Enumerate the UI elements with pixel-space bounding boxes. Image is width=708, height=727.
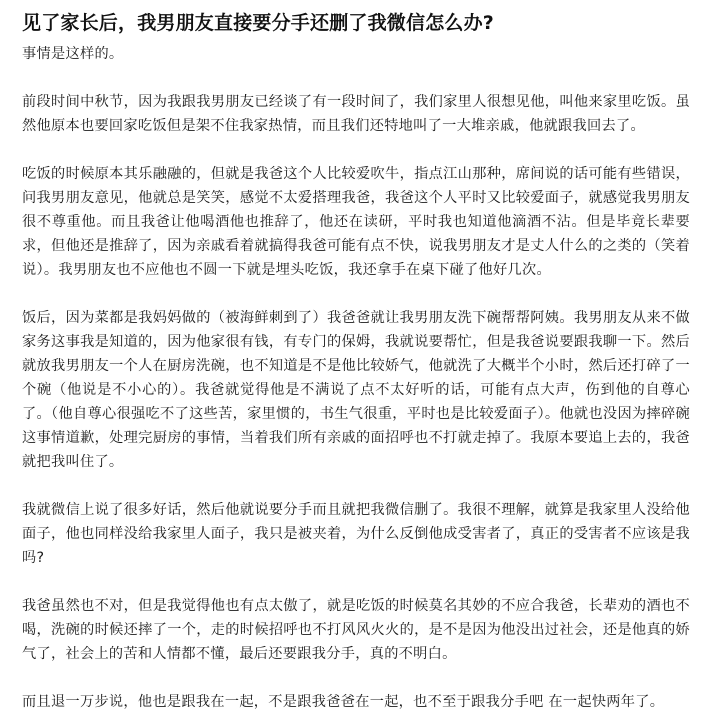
paragraph-wechat: 我就微信上说了很多好话，然后他就说要分手而且就把我微信删了。我很不理解，就算是我家里人没给他面子，他也同样没给我家里人面子，我只是被夹着，为什么反倒他成受害者了，真正的受害者不应该是我吗?: [22, 502, 690, 566]
paragraph-conclusion: 而且退一万步说，他也是跟我在一起，不是跟我爸爸在一起，也不至于跟我分手吧 在一起快两年了。: [22, 694, 665, 710]
article-title: 见了家长后，我男朋友直接要分手还删了我微信怎么办?: [22, 12, 495, 34]
paragraph-dinner: 吃饭的时候原本其乐融融的，但就是我爸这个人比较爱吹牛，指点江山那种，席间说的话可能有些错误，问我男朋友意见，他就总是笑笑，感觉不太爱搭理我爸，我爸这个人平时又比较爱面子，就感觉我男朋友很不尊重他。而且我爸让他喝酒他也推辞了，他还在读研，平时我也知道他滴酒不沾。但是毕竟长辈要求，但他还是推辞了，因为亲戚看着就搞得我爸可能有点不快，说我男朋友才是丈人什么的之类的（笑着说）。我男朋友也不应他也不圆一下就是埋头吃饭，我还拿手在桌下碰了他好几次。: [22, 166, 690, 278]
paragraph-after-dinner: 饭后，因为菜都是我妈妈做的（被海鲜刺到了）我爸爸就让我男朋友洗下碗帮帮阿姨。我男朋友从来不做家务这事我是知道的，因为他家很有钱，有专门的保姆，我就说要帮忙，但是我爸说要跟我聊一下。然后就放我男朋友一个人在厨房洗碗，也不知道是不是他比较娇气，他就洗了大概半个小时，然后还打碎了一个碗（他说是不小心的）。我爸就觉得他是不满说了点不太好听的话，可能有点大声，伤到他的自尊心了。（他自尊心很强吃不了这些苦，家里惯的，书生气很重，平时也是比较爱面子）。他就也没因为摔碎碗这事情道歉，处理完厨房的事情，当着我们所有亲戚的面招呼也不打就走掉了。我原本要追上去的，我爸就把我叫住了。: [22, 310, 690, 470]
paragraph-opinion: 我爸虽然也不对，但是我觉得他也有点太傲了，就是吃饭的时候莫名其妙的不应合我爸，长辈劝的酒也不喝，洗碗的时候还摔了一个，走的时候招呼也不打风风火火的，是不是因为他没出过社会，还是他真的娇气了，社会上的苦和人情都不懂，最后还要跟我分手，真的不明白。: [22, 598, 690, 662]
paragraph-intro: 事情是这样的。: [22, 46, 124, 62]
paragraph-mid-autumn: 前段时间中秋节，因为我跟我男朋友已经谈了有一段时间了，我们家里人很想见他，叫他来家里吃饭。虽然他原本也要回家吃饭但是架不住我家热情，而且我们还特地叫了一大堆亲戚，他就跟我回去了。: [22, 94, 690, 134]
